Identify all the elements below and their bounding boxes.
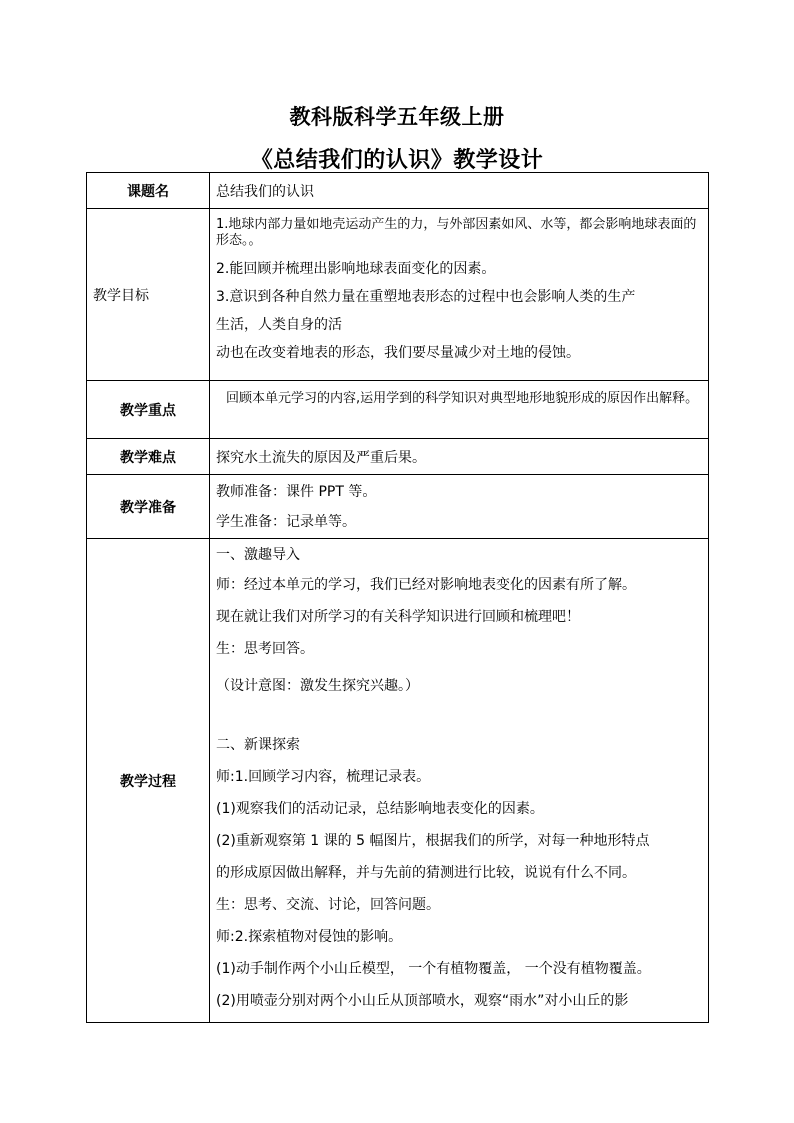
- objective-item: 3.意识到各种自然力量在重塑地表形态的过程中也会影响人类的生产: [216, 289, 636, 305]
- table-row-difficulties: [87, 439, 709, 475]
- document-title: 教科版科学五年级上册: [289, 105, 505, 129]
- process-line: 师:2.探索植物对侵蚀的影响。: [216, 929, 403, 945]
- process-label: 教学过程: [87, 539, 210, 1023]
- table-row-process: [87, 539, 709, 1023]
- topic-label: 课题名: [87, 173, 210, 209]
- process-line: 师：经过本单元的学习，我们已经对影响地表变化的因素有所了解。: [216, 577, 636, 593]
- key-points-content: [210, 381, 709, 439]
- process-line: (1)动手制作两个小山丘模型， 一个有植物覆盖， 一个没有植物覆盖。: [216, 961, 651, 977]
- difficulties-value: 探究水土流失的原因及严重后果。: [210, 439, 709, 475]
- process-line: [216, 707, 704, 729]
- student-preparation: 学生准备：记录单等。: [216, 514, 356, 530]
- table-row-topic: [87, 173, 709, 209]
- preparation-content: [210, 475, 709, 539]
- teacher-preparation: 教师准备：课件 PPT 等。: [216, 484, 377, 500]
- process-line: 生：思考回答。: [216, 641, 314, 657]
- process-line: （设计意图：激发生探究兴趣。）: [216, 678, 419, 694]
- process-line: 一、激趣导入: [216, 547, 300, 563]
- objective-item: 动也在改变着地表的形态，我们要尽量减少对土地的侵蚀。: [216, 345, 580, 361]
- key-points-label: 教学重点: [87, 381, 210, 439]
- process-line: (1)观察我们的活动记录，总结影响地表变化的因素。: [216, 801, 544, 817]
- objective-item: 1.地球内部力量如地壳运动产生的力，与外部因素如风、水等，都会影响地球表面的形态。。: [216, 217, 697, 248]
- objective-item: 2.能回顾并梳理出影响地球表面变化的因素。: [216, 261, 496, 277]
- process-line: 生：思考、交流、讨论，回答问题。: [216, 897, 440, 913]
- process-line: (2)重新观察第 1 课的 5 幅图片，根据我们的所学，对每一种地形特点: [216, 833, 650, 849]
- process-line: (2)用喷壶分别对两个小山丘从顶部喷水，观察“雨水”对小山丘的影: [216, 993, 629, 1009]
- objective-item: 生活，人类自身的活: [216, 317, 342, 333]
- process-content: [210, 539, 709, 1023]
- process-line: 二、新课探索: [216, 737, 300, 753]
- document-subtitle: 《总结我们的认识》教学设计: [250, 148, 544, 173]
- process-line: 的形成原因做出解释，并与先前的猜测进行比较，说说有什么不同。: [216, 865, 636, 881]
- table-row-preparation: [87, 475, 709, 539]
- preparation-label: 教学准备: [87, 475, 210, 539]
- key-points-value: 回顾本单元学习的内容,运用学到的科学知识对典型地形地貌形成的原因作出解释。: [226, 391, 699, 406]
- objectives-label: 教学目标: [87, 209, 210, 381]
- topic-value: 总结我们的认识: [210, 173, 709, 209]
- process-line: 现在就让我们对所学习的有关科学知识进行回顾和梳理吧！: [216, 609, 580, 625]
- table-row-objectives: [87, 209, 709, 381]
- lesson-plan-table: [86, 172, 709, 1023]
- difficulties-label: 教学难点: [87, 439, 210, 475]
- process-line: 师:1.回顾学习内容，梳理记录表。: [216, 769, 431, 785]
- table-row-key-points: [87, 381, 709, 439]
- objectives-content: [210, 209, 709, 381]
